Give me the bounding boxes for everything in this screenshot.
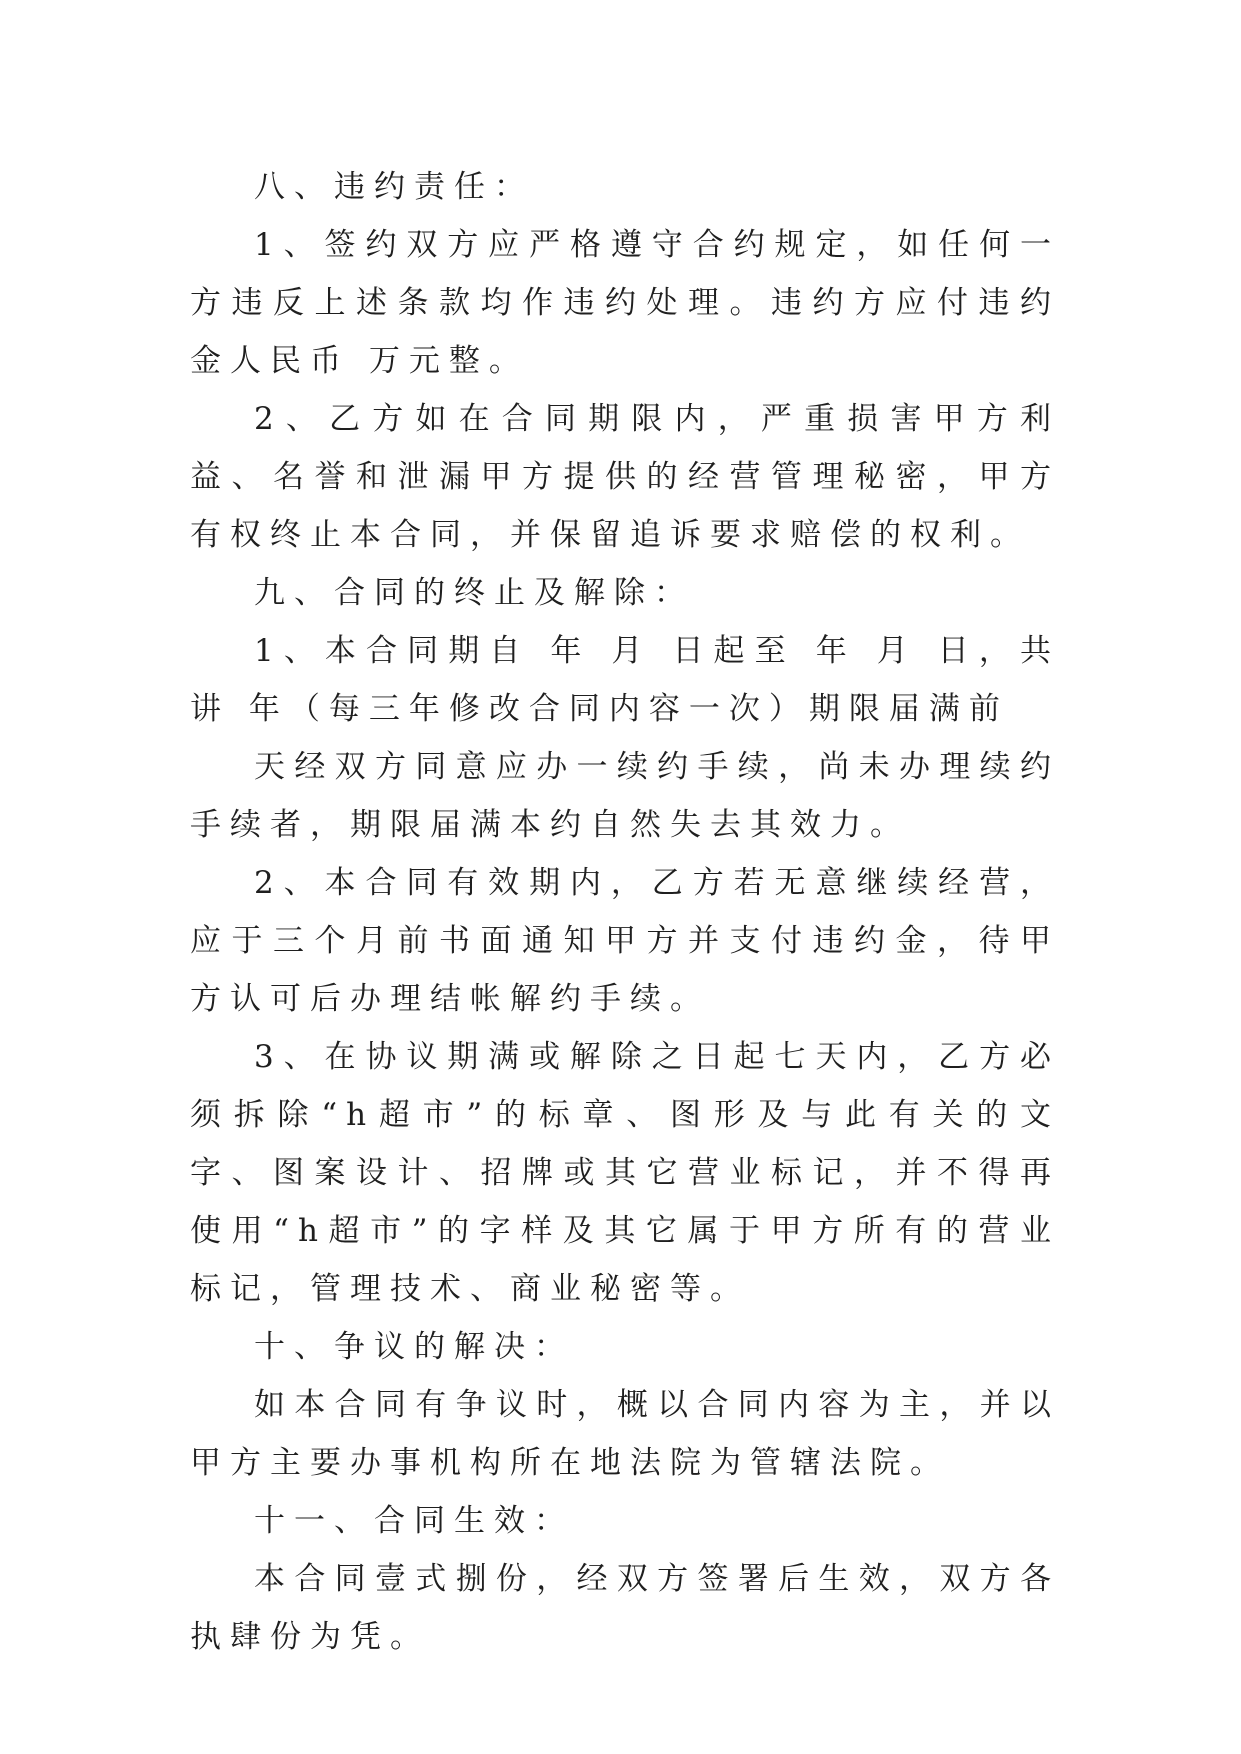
section-heading-contract-effective: 十一、合同生效： xyxy=(254,1503,574,1539)
paragraph-termination-clause-1: 1、本合同期自 年 月 日起至 年 月 日，共讲 年（每三年修改合同内容一次）期限届满前 xyxy=(190,633,1060,727)
paragraph-termination-clause-3: 3、在协议期满或解除之日起七天内，乙方必须拆除“h超市”的标章、图形及与此有关的文字、图案设计、招牌或其它营业标记，并不得再使用“h超市”的字样及其它属于甲方所有的营业标记，管理技术、商业秘密等。 xyxy=(190,1039,1060,1307)
paragraph-termination-clause-2: 2、本合同有效期内，乙方若无意继续经营，应于三个月前书面通知甲方并支付违约金，待甲方认可后办理结帐解约手续。 xyxy=(190,865,1060,1017)
paragraph-contract-effective: 本合同壹式捌份，经双方签署后生效，双方各执肆份为凭。 xyxy=(190,1561,1060,1655)
section-heading-termination: 九、合同的终止及解除： xyxy=(254,575,694,611)
document-body xyxy=(190,158,1060,1666)
paragraph-breach-clause-1: 1、签约双方应严格遵守合约规定，如任何一方违反上述条款均作违约处理。违约方应付违约金人民币 万元整。 xyxy=(190,227,1060,379)
paragraph-breach-clause-2: 2、乙方如在合同期限内，严重损害甲方利益、名誉和泄漏甲方提供的经营管理秘密，甲方有权终止本合同，并保留追诉要求赔偿的权利。 xyxy=(190,401,1060,553)
section-heading-dispute-resolution: 十、争议的解决： xyxy=(254,1329,574,1365)
section-heading-breach-liability: 八、违约责任： xyxy=(254,169,534,205)
paragraph-dispute-resolution: 如本合同有争议时，概以合同内容为主，并以甲方主要办事机构所在地法院为管辖法院。 xyxy=(190,1387,1060,1481)
paragraph-termination-clause-1-continued: 天经双方同意应办一续约手续，尚未办理续约手续者，期限届满本约自然失去其效力。 xyxy=(190,749,1060,843)
